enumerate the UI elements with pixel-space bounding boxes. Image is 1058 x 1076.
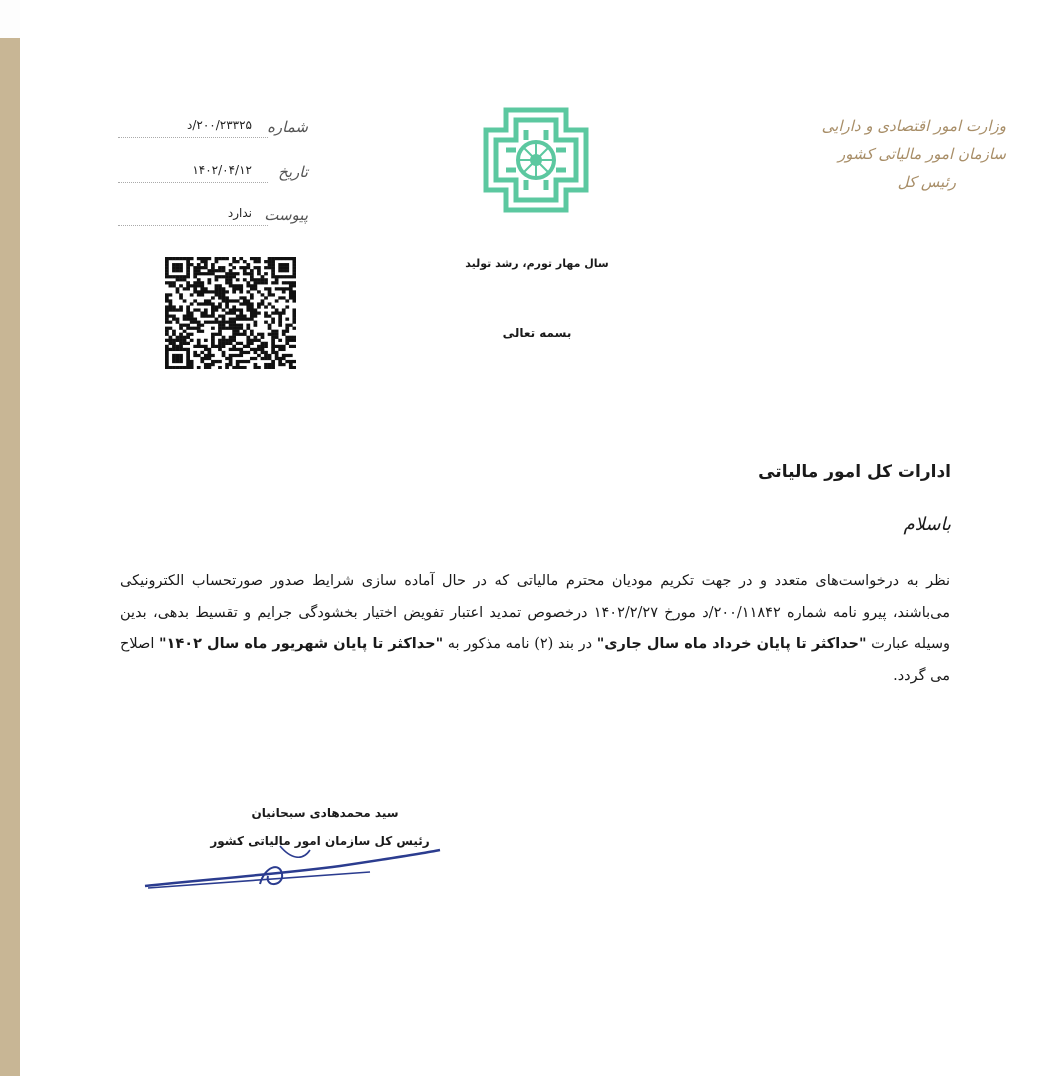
letter-body: [120, 566, 950, 692]
letter-number-row: [118, 118, 308, 138]
bismillah: بسمه تعالی: [502, 326, 572, 340]
qr-code: [165, 257, 296, 369]
handwritten-signature: [140, 836, 450, 896]
addressee: ادارات کل امور مالیاتی: [758, 462, 951, 482]
ministry-letterhead: [756, 112, 1006, 196]
letter-date-label: تاریخ: [278, 163, 308, 181]
attachment-value: ندارد: [227, 206, 252, 220]
letter-number-value: ۲۰۰/۲۳۳۲۵/د: [187, 118, 252, 132]
page-edge-strip: [0, 38, 20, 1076]
body-text-part-2: در بند (۲) نامه مذکور به: [443, 636, 597, 652]
ministry-line-3: رئیس کل: [897, 173, 956, 191]
attachment-label: پیوست: [264, 206, 308, 224]
tax-organization-logo: [476, 100, 596, 220]
signatory-name: سید محمدهادی سبحانیان: [251, 806, 399, 820]
letter-number-label: شماره: [267, 118, 308, 136]
attachment-row: [118, 206, 308, 226]
ministry-line-1: وزارت امور اقتصادی و دارایی: [821, 117, 1006, 135]
body-text-part-3: اصلاح می گردد.: [120, 636, 950, 684]
greeting: باسلام: [903, 514, 951, 535]
old-deadline-quote: "حداکثر تا پایان خرداد ماه سال جاری": [596, 636, 867, 652]
letter-date-row: [118, 163, 308, 183]
dotted-line: [118, 225, 268, 226]
dotted-line: [118, 137, 268, 138]
page-edge-top: [0, 0, 20, 38]
signatory-title: رئیس کل سازمان امور مالیاتی کشور: [210, 834, 430, 848]
year-motto: سال مهار تورم، رشد تولید: [465, 257, 609, 270]
new-deadline-quote: "حداکثر تا پایان شهریور ماه سال ۱۴۰۲": [158, 636, 444, 652]
letter-date-value: ۱۴۰۲/۰۴/۱۲: [192, 163, 252, 177]
ministry-line-2: سازمان امور مالیاتی کشور: [838, 145, 1006, 163]
body-text-part-1: نظر به درخواست‌های متعدد و در جهت تکریم مودیان محترم مالیاتی که در حال آماده سازی شرایط صدور صورتحساب الکترونیکی می‌باشند، پیرو نامه شماره ۲۰۰/۱۱۸۴۲/د مورخ ۱۴۰۲/۲/۲۷ درخصوص تمدید اعتبار تفویض اختیار بخشودگی جرایم و تقسیط بدهی، بدین وسیله عبارت: [120, 573, 951, 652]
dotted-line: [118, 182, 268, 183]
